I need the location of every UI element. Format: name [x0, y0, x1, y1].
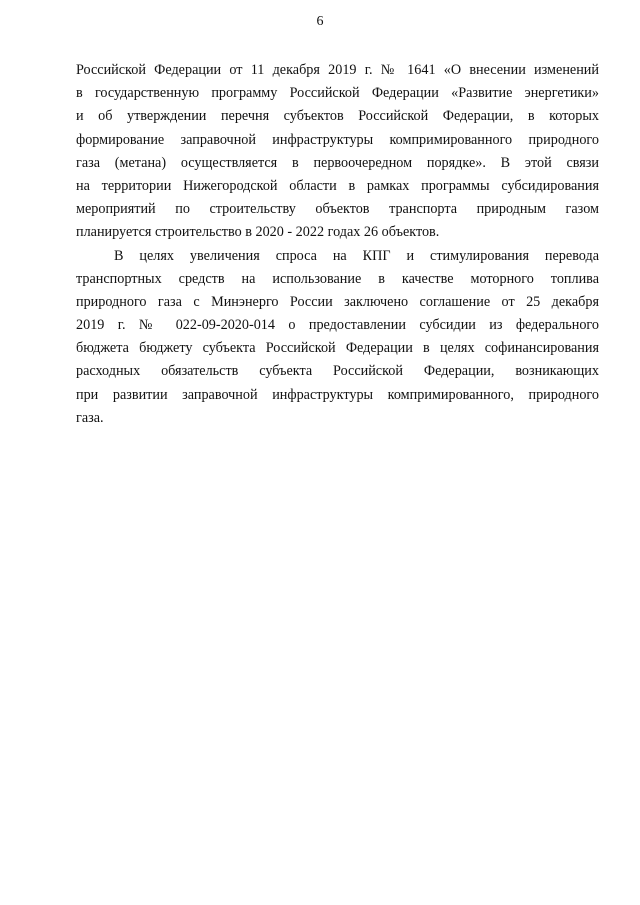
text-line: Российской Федерации от 11 декабря 2019 г. № 1641 «О внесении изменений — [76, 62, 599, 78]
text-line: планируется строительство в 2020 - 2022 годах 26 объектов. — [76, 224, 440, 241]
text-line: транспортных средств на использование в качестве моторного топлива — [76, 270, 599, 287]
text-line: газа. — [76, 409, 104, 426]
text-line: бюджета бюджету субъекта Российской Федерации в целях софинансирования — [76, 340, 599, 357]
text-line: на территории Нижегородской области в рамках программы субсидирования — [76, 177, 599, 194]
text-line: В целях увеличения спроса на КПГ и стимулирования перевода — [114, 247, 599, 264]
text-line: расходных обязательств субъекта Российской Федерации, возникающих — [76, 363, 599, 380]
text-line: в государственную программу Российской Федерации «Развитие энергетики» — [76, 85, 599, 102]
text-line: при развитии заправочной инфраструктуры компримированного, природного — [76, 386, 599, 403]
paragraph-1 — [76, 59, 599, 245]
text-line: 2019 г. № 022-09-2020-014 о предоставлении субсидии из федерального — [76, 317, 599, 334]
page-number: 6 — [316, 14, 324, 29]
text-line: формирование заправочной инфраструктуры компримированного природного — [76, 131, 599, 148]
paragraph-2 — [76, 245, 599, 431]
text-line: мероприятий по строительству объектов транспорта природным газом — [76, 201, 599, 218]
text-line: и об утверждении перечня субъектов Российской Федерации, в которых — [76, 108, 599, 125]
document-body — [76, 59, 599, 430]
text-line: природного газа с Минэнерго России заключено соглашение от 25 декабря — [76, 293, 599, 310]
text-line: газа (метана) осуществляется в первоочередном порядке». В этой связи — [76, 154, 599, 171]
